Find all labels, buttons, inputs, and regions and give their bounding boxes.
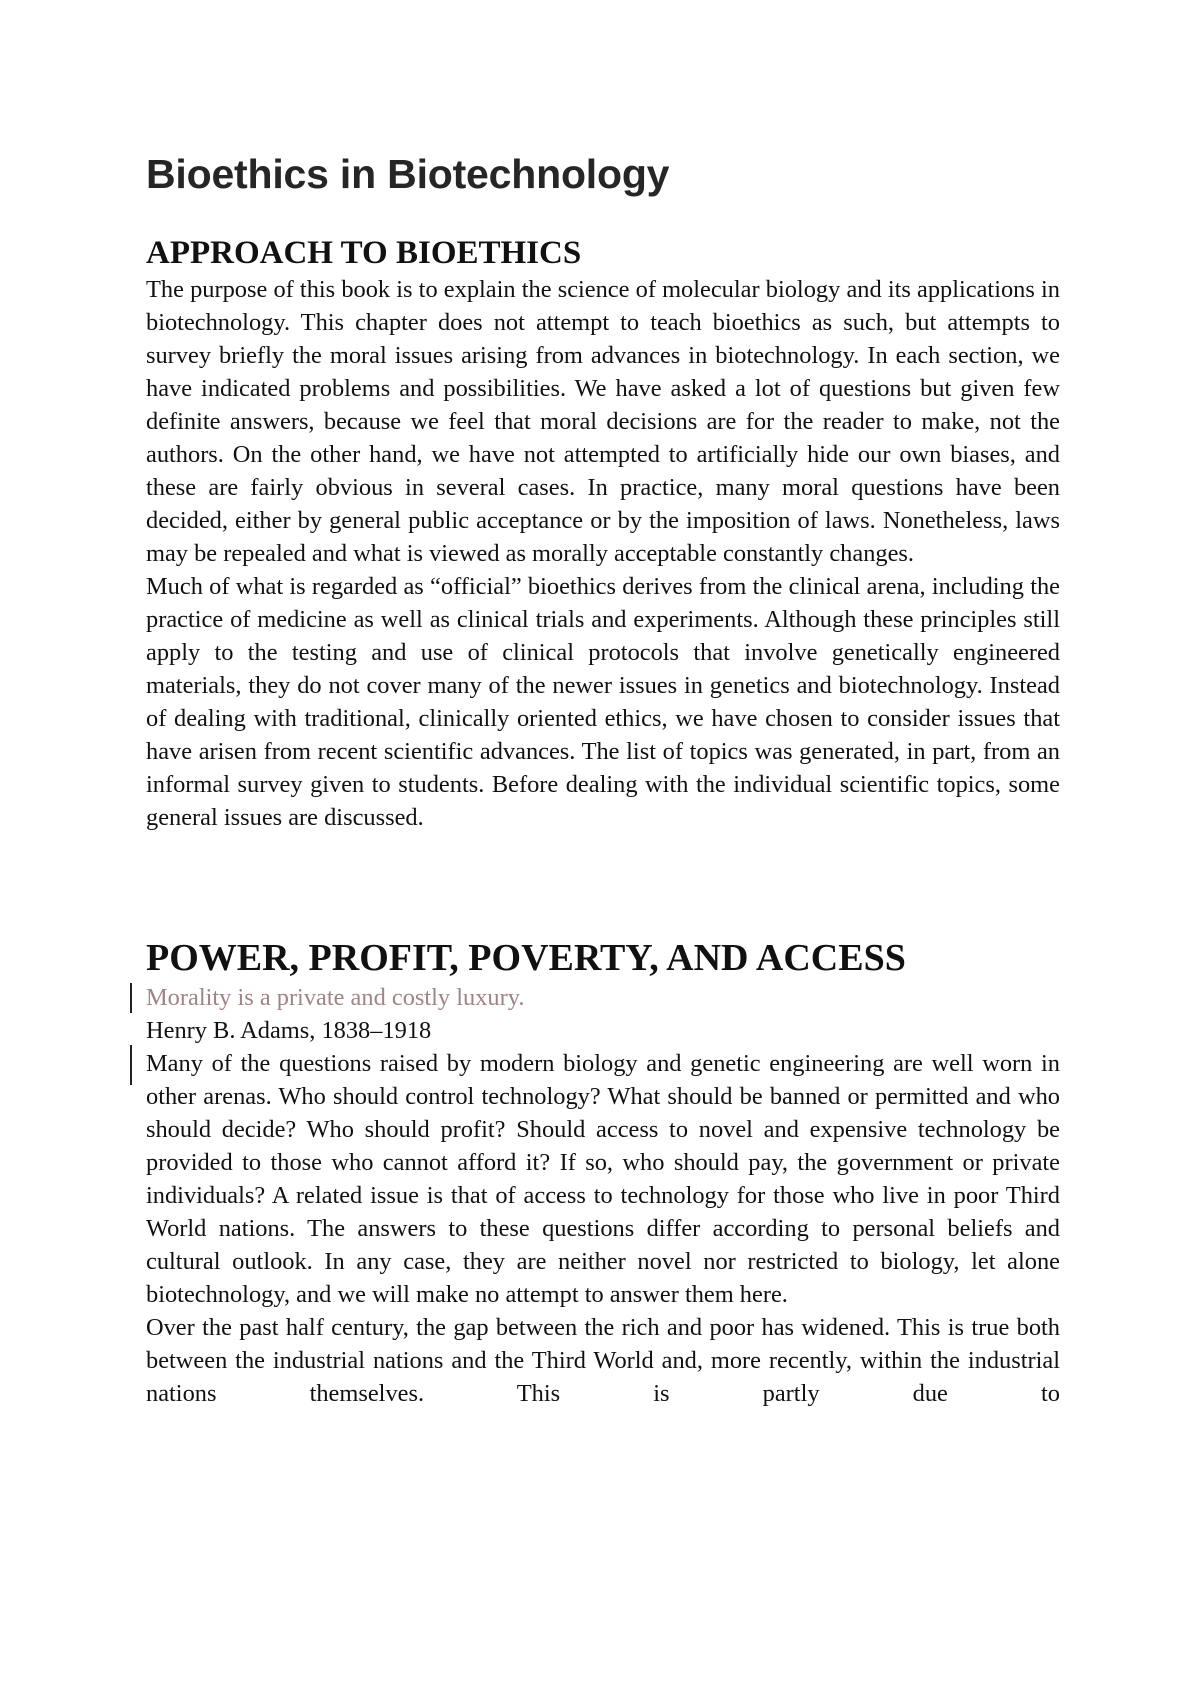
section-heading-approach: APPROACH TO BIOETHICS	[146, 235, 582, 272]
paragraph: Much of what is regarded as “official” bioethics derives from the clinical arena, including the practice of medicine as well as clinical trials and experiments. Although these principles still apply to the testing and use of clinical protocols that involve genetically engineered materials, they do not cover many of the newer issues in genetics and biotechnology. Instead of dealing with traditional, clinically oriented ethics, we have chosen to consider issues that have arisen from recent scientific advances. The list of topics was generated, in part, from an informal survey given to students. Before dealing with the individual scientific topics, some general issues are discussed.	[146, 573, 1060, 832]
paragraph: The purpose of this book is to explain the science of molecular biology and its applications in biotechnology. This chapter does not attempt to teach bioethics as such, but attempts to survey briefly the moral issues arising from advances in biotechnology. In each section, we have indicated problems and possibilities. We have asked a lot of questions but given few definite answers, because we feel that moral decisions are for the reader to make, not the authors. On the other hand, we have not attempted to artificially hide our own biases, and these are fairly obvious in several cases. In practice, many moral questions have been decided, either by general public acceptance or by the imposition of laws. Nonetheless, laws may be repealed and what is viewed as morally acceptable constantly changes.	[146, 276, 1060, 568]
blank-lines	[146, 834, 1060, 937]
document-page	[146, 120, 1060, 1410]
epigraph-attribution: Henry B. Adams, 1838–1918	[146, 1016, 432, 1044]
section-heading-power: POWER, PROFIT, POVERTY, AND ACCESS	[146, 937, 906, 980]
epigraph-quote: Morality is a private and costly luxury.	[146, 983, 525, 1011]
paragraph: Many of the questions raised by modern biology and genetic engineering are well worn in other arenas. Who should control technology? What should be banned or permitted and who should decide? Who should profit? Should access to novel and expensive technology be provided to those who cannot afford it? If so, who should pay, the government or private individuals? A related issue is that of access to technology for those who live in poor Third World nations. The answers to these questions differ according to personal beliefs and cultural outlook. In any case, they are neither novel nor restricted to biology, let alone biotechnology, and we will make no attempt to answer them here.	[146, 1049, 1060, 1308]
text-cursor	[130, 1045, 132, 1085]
document-title: Bioethics in Biotechnology	[146, 151, 670, 197]
text-cursor	[130, 983, 132, 1013]
paragraph: Over the past half century, the gap between the rich and poor has widened. This is true both between the industrial nations and the Third World and, more recently, within the industrial nations themselves. This is partly due to	[146, 1313, 1060, 1407]
